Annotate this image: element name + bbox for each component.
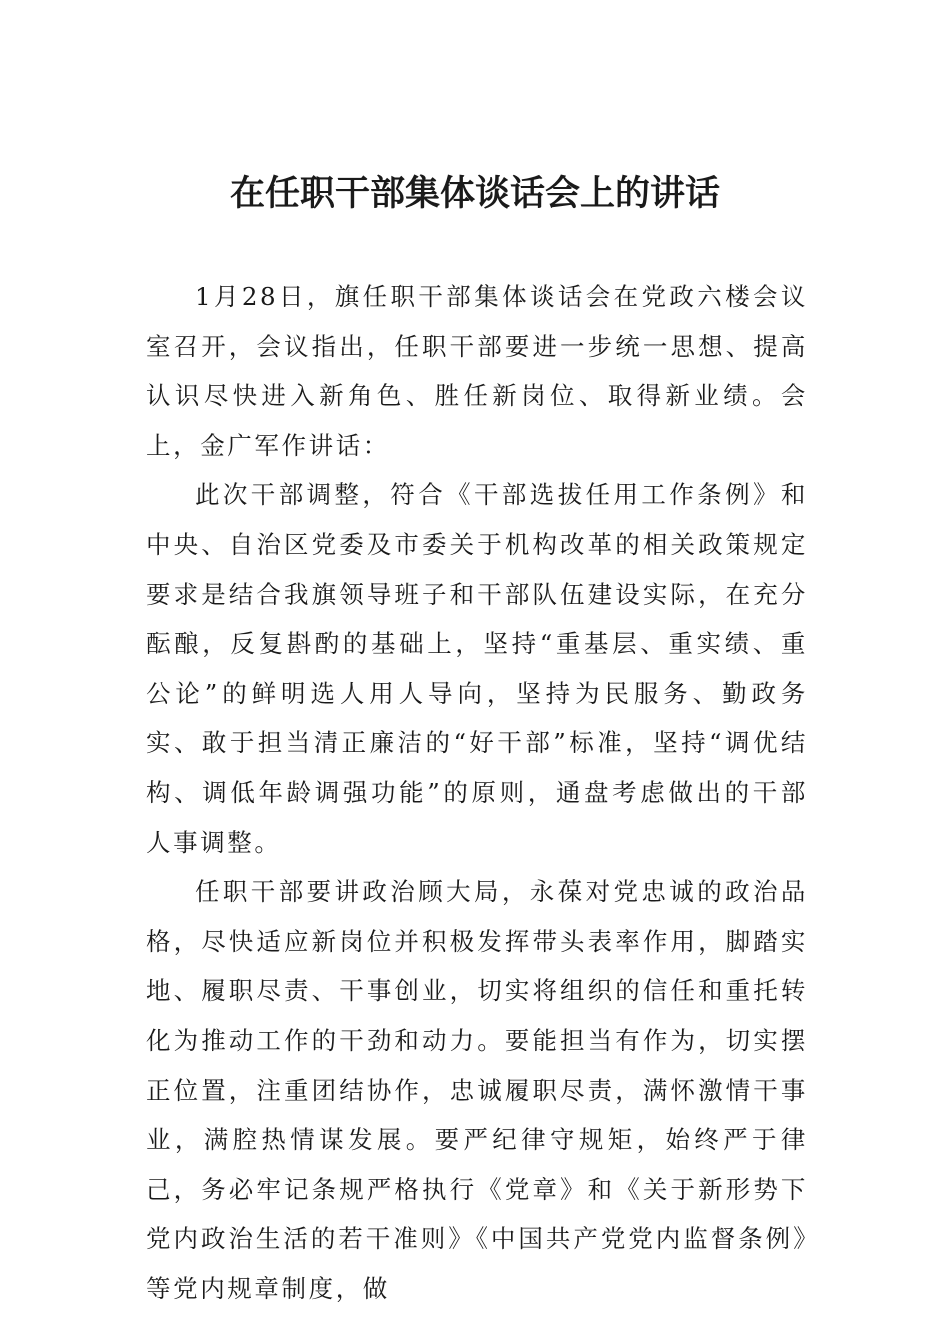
document-body [146, 272, 808, 1313]
document-title: 在任职干部集体谈话会上的讲话 [229, 173, 720, 214]
paragraph-meeting-intro: 1月28日，旗任职干部集体谈话会在党政六楼会议室召开，会议指出，任职干部要进一步统一思想、提高认识尽快进入新角色、胜任新岗位、取得新业绩。会上，金广军作讲话： [146, 282, 808, 460]
paragraph-adjustment-basis: 此次干部调整，符合《干部选拔任用工作条例》和中央、自治区党委及市委关于机构改革的相关政策规定要求是结合我旗领导班子和干部队伍建设实际，在充分酝酿，反复斟酌的基础上，坚持“重基层、重实绩、重公论”的鲜明选人用人导向，坚持为民服务、勤政务实、敢于担当清正廉洁的“好干部”标准，坚持“调优结构、调低年龄调强功能”的原则，通盘考虑做出的干部人事调整。 [146, 480, 808, 857]
paragraph-requirements: 任职干部要讲政治顾大局，永葆对党忠诚的政治品格，尽快适应新岗位并积极发挥带头表率作用，脚踏实地、履职尽责、干事创业，切实将组织的信任和重托转化为推动工作的干劲和动力。要能担当有作为，切实摆正位置，注重团结协作，忠诚履职尽责，满怀激情干事业，满腔热情谋发展。要严纪律守规矩，始终严于律己，务必牢记条规严格执行《党章》和《关于新形势下党内政治生活的若干准则》《中国共产党党内监督条例》等党内规章制度，做 [146, 877, 808, 1303]
